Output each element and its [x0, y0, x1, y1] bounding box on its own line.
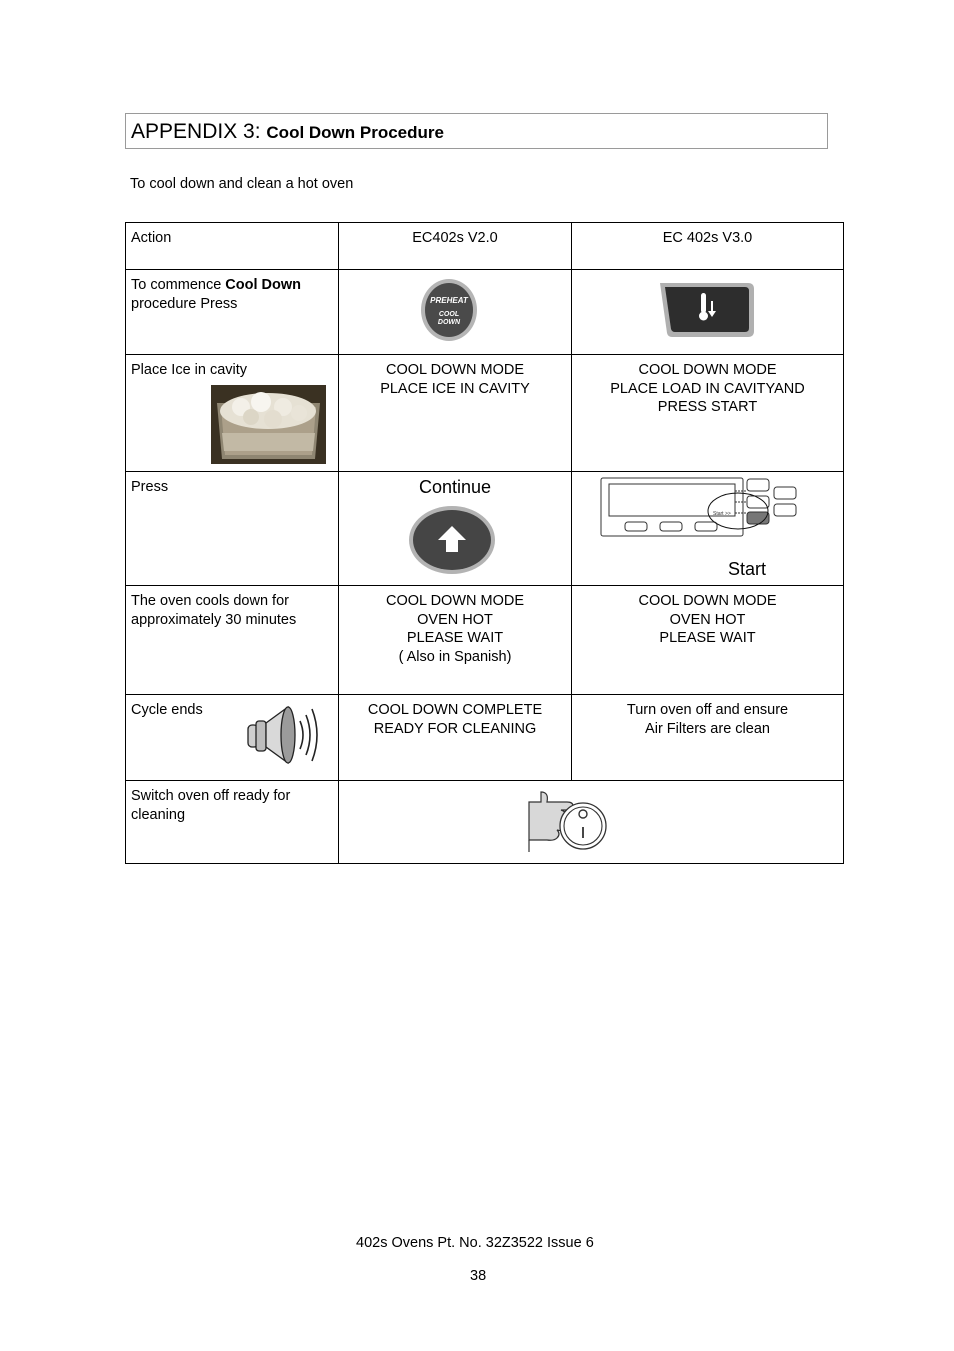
appendix-title-box	[125, 113, 828, 149]
v3-cell	[572, 270, 844, 355]
display-text-line: PLACE ICE IN CAVITY	[380, 380, 530, 397]
display-text-line: Turn oven off and ensure	[626, 702, 789, 718]
display-text-line: COOL DOWN MODE	[385, 362, 525, 378]
action-text: To commence	[131, 277, 226, 293]
action-text: Cycle ends	[131, 702, 203, 718]
action-cell	[126, 472, 339, 586]
action-text: Place Ice in cavity	[131, 362, 248, 378]
display-text-line: COOL DOWN COMPLETE	[367, 702, 543, 718]
action-text: Switch oven off ready for	[131, 788, 291, 804]
display-text-line: OVEN HOT	[417, 611, 493, 628]
appendix-title: Cool Down Procedure	[266, 123, 444, 142]
display-text-line: COOL DOWN MODE	[638, 362, 777, 378]
up-arrow-button-icon	[408, 505, 496, 575]
intro-text: To cool down and clean a hot oven	[130, 176, 354, 192]
display-text-line: PLEASE WAIT	[659, 630, 756, 646]
action-text: The oven cools down for	[131, 593, 289, 609]
v2-cell	[339, 586, 572, 695]
table-row	[126, 355, 844, 472]
display-text-line: OVEN HOT	[669, 611, 746, 628]
display-text-line: READY FOR CLEANING	[373, 720, 537, 737]
preheat-cool-down-button-icon	[419, 277, 479, 343]
display-text-line: Air Filters are clean	[645, 720, 770, 737]
v3-cell	[572, 695, 844, 781]
page-title	[131, 120, 444, 144]
ice-tray-photo	[211, 385, 326, 464]
action-cell	[126, 270, 339, 355]
display-text-line: ( Also in Spanish)	[398, 648, 512, 665]
table-row	[126, 695, 844, 781]
v3-cell	[572, 472, 844, 586]
merged-icon-cell	[339, 781, 844, 864]
table-row	[126, 472, 844, 586]
start-display-text: Start >>	[713, 511, 731, 517]
display-text-line: COOL DOWN MODE	[385, 593, 525, 609]
table-header-row	[126, 223, 844, 270]
display-text-line: PLACE LOAD IN CAVITYAND	[610, 380, 805, 397]
thermometer-down-button-icon	[656, 279, 756, 341]
button-text-down: DOWN	[437, 319, 461, 326]
action-text-2: approximately 30 minutes	[131, 611, 297, 628]
display-text-line: PRESS START	[657, 399, 758, 415]
display-text-line: PLEASE WAIT	[406, 630, 504, 646]
v3-cell	[572, 355, 844, 472]
procedure-table	[125, 222, 844, 864]
table-row	[126, 270, 844, 355]
header-action: Action	[126, 223, 339, 270]
action-cell	[126, 355, 339, 472]
button-text-preheat: PREHEAT	[430, 296, 468, 305]
page-number: 38	[470, 1268, 487, 1284]
v2-cell	[339, 355, 572, 472]
v2-cell	[339, 695, 572, 781]
display-text-line: COOL DOWN MODE	[638, 593, 777, 609]
v2-cell	[339, 472, 572, 586]
action-text: Press	[131, 479, 169, 495]
speaker-sound-icon	[244, 703, 320, 767]
appendix-label: APPENDIX 3:	[131, 120, 261, 143]
action-bold-text: Cool Down	[225, 277, 302, 293]
header-v2: EC402s V2.0	[339, 223, 572, 270]
action-cell	[126, 586, 339, 695]
v3-cell	[572, 586, 844, 695]
table-row	[126, 586, 844, 695]
hand-power-switch-icon	[527, 790, 609, 854]
action-cell	[126, 781, 339, 864]
v2-cell	[339, 270, 572, 355]
action-text-2: procedure Press	[131, 295, 238, 312]
footer-part-number: 402s Ovens Pt. No. 32Z3522 Issue 6	[356, 1235, 594, 1251]
action-text-2: cleaning	[131, 806, 186, 823]
header-v3: EC 402s V3.0	[572, 223, 844, 270]
action-cell	[126, 695, 339, 781]
control-panel-diagram	[599, 476, 799, 542]
continue-label: Continue	[418, 477, 492, 497]
table-row	[126, 781, 844, 864]
start-label: Start	[728, 559, 767, 579]
button-text-cool: COOL	[438, 311, 460, 318]
